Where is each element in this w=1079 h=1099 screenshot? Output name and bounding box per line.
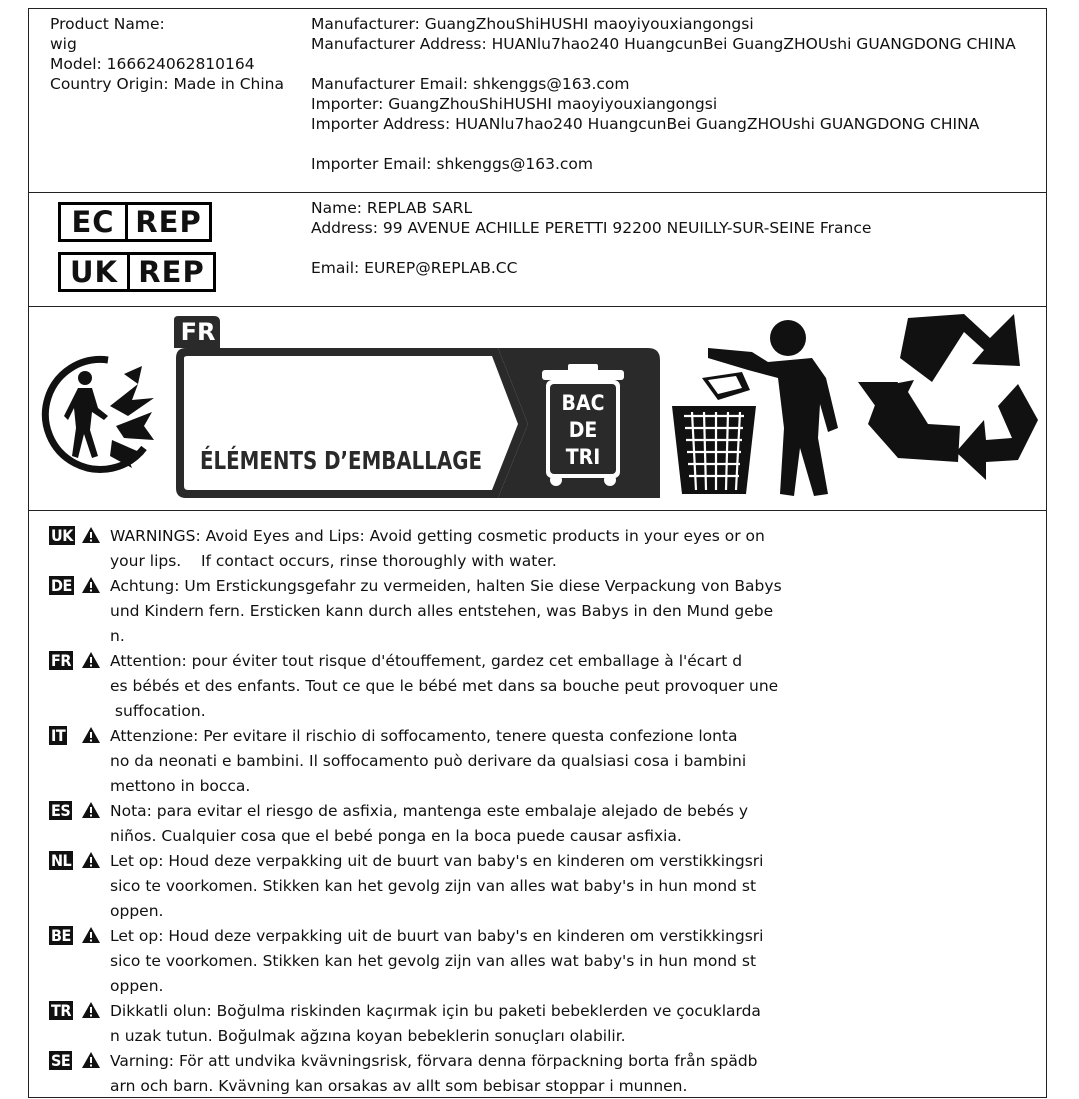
- ec-rep-mark: [58, 202, 212, 242]
- language-code-badge: BE: [51, 926, 71, 945]
- triman-icon: [45, 359, 154, 469]
- importer-address: Importer Address: HUANlu7hao240 HuangcunBei GuangZHOUshi GUANGDONG CHINA: [311, 115, 980, 133]
- warning-text-line: sico te voorkomen. Stikken kan het gevolg zijn van alles wat baby's in hun mond st: [110, 877, 757, 895]
- bin-label-line: BAC: [561, 391, 605, 415]
- divider: [28, 306, 1047, 307]
- warning-text-line: Let op: Houd deze verpakking uit de buurt van baby's en kinderen om verstikkingsri: [110, 852, 764, 870]
- warning-text-line: no da neonati e bambini. Il soffocamento può derivare da qualsiasi cosa i bambini: [110, 752, 747, 770]
- triman-fr-tag: FR: [180, 318, 216, 346]
- language-code-badge: IT: [51, 726, 66, 745]
- warning-triangle-icon: [81, 1001, 101, 1019]
- warning-text-line: sico te voorkomen. Stikken kan het gevolg zijn van alles wat baby's in hun mond st: [110, 952, 757, 970]
- product-origin: Country Origin: Made in China: [50, 75, 285, 93]
- warning-text-line: Nota: para evitar el riesgo de asfixia, mantenga este embalaje alejado de bebés y: [110, 802, 749, 820]
- warning-text-line: WARNINGS: Avoid Eyes and Lips: Avoid getting cosmetic products in your eyes or on: [110, 527, 765, 545]
- language-code-badge: NL: [51, 851, 72, 870]
- warning-text-line: Attention: pour éviter tout risque d'étouffement, gardez cet emballage à l'écart d: [110, 652, 743, 670]
- warning-text-line: und Kindern fern. Ersticken kann durch alles entstehen, was Babys in den Mund gebe: [110, 602, 774, 620]
- warning-triangle-icon: [81, 801, 101, 819]
- manufacturer-name: Manufacturer: GuangZhouShiHUSHI maoyiyouxiangongsi: [311, 15, 754, 33]
- divider: [28, 510, 1047, 511]
- warning-text-line: Attenzione: Per evitare il rischio di soffocamento, tenere questa confezione lonta: [110, 727, 738, 745]
- ec-rep-mark-left: EC: [61, 205, 128, 239]
- recycling-banner: [28, 308, 1047, 510]
- rep-name: Name: REPLAB SARL: [311, 199, 473, 217]
- language-code-badge: ES: [51, 801, 71, 820]
- warning-text-line: Varning: För att undvika kvävningsrisk, förvara denna förpackning borta från spädb: [110, 1052, 758, 1070]
- bin-label: [550, 390, 616, 471]
- warning-text-line: Achtung: Um Erstickungsgefahr zu vermeiden, halten Sie diese Verpackung von Babys: [110, 577, 782, 595]
- language-code-badge: SE: [51, 1051, 71, 1070]
- triman-text: [200, 376, 489, 510]
- manufacturer-email: Manufacturer Email: shkenggs@163.com: [311, 75, 630, 93]
- divider: [28, 192, 1047, 193]
- warning-text-line: mettono in bocca.: [110, 777, 251, 795]
- warning-text-line: arn och barn. Kvävning kan orsakas av allt som bebisar stoppar i munnen.: [110, 1077, 688, 1095]
- rep-address: Address: 99 AVENUE ACHILLE PERETTI 92200 NEUILLY-SUR-SEINE France: [311, 219, 872, 237]
- ec-rep-mark-right: REP: [135, 205, 202, 239]
- uk-rep-mark-left: UK: [61, 255, 130, 289]
- warning-triangle-icon: [81, 651, 101, 669]
- product-model: Model: 166624062810164: [50, 55, 255, 73]
- importer-email: Importer Email: shkenggs@163.com: [311, 155, 593, 173]
- warning-text-line: es bébés et des enfants. Tout ce que le bébé met dans sa bouche peut provoquer une: [110, 677, 779, 695]
- product-name-label: Product Name:: [50, 15, 165, 33]
- warning-triangle-icon: [81, 726, 101, 744]
- warning-triangle-icon: [81, 526, 101, 544]
- recycle-icon: [858, 314, 1038, 480]
- language-code-badge: UK: [51, 526, 73, 545]
- bin-label-line: DE: [568, 418, 598, 442]
- tidyman-icon: [672, 320, 838, 496]
- warning-triangle-icon: [81, 576, 101, 594]
- warning-triangle-icon: [81, 1051, 101, 1069]
- warning-triangle-icon: [81, 926, 101, 944]
- product-name-value: wig: [50, 35, 77, 53]
- triman-line: ÉLÉMENTS D’EMBALLAGE: [200, 446, 482, 475]
- warning-text-line: oppen.: [110, 902, 164, 920]
- language-code-badge: TR: [51, 1001, 71, 1020]
- manufacturer-address: Manufacturer Address: HUANlu7hao240 HuangcunBei GuangZHOUshi GUANGDONG CHINA: [311, 35, 1016, 53]
- rep-email: Email: EUREP@REPLAB.CC: [311, 259, 518, 277]
- warning-text-line: your lips. If contact occurs, rinse thoroughly with water.: [110, 552, 557, 570]
- uk-rep-mark-right: REP: [138, 255, 205, 289]
- bin-label-line: TRI: [565, 445, 601, 469]
- uk-rep-mark: [58, 252, 216, 292]
- language-code-badge: FR: [51, 651, 71, 670]
- importer-name: Importer: GuangZhouShiHUSHI maoyiyouxiangongsi: [311, 95, 718, 113]
- warning-text-line: n.: [110, 627, 125, 645]
- warning-text-line: Let op: Houd deze verpakking uit de buurt van baby's en kinderen om verstikkingsri: [110, 927, 764, 945]
- warning-text-line: niños. Cualquier cosa que el bebé ponga en la boca puede causar asfixia.: [110, 827, 682, 845]
- language-code-badge: DE: [51, 576, 72, 595]
- warning-text-line: suffocation.: [110, 702, 206, 720]
- warning-text-line: n uzak tutun. Boğulmak ağzına koyan bebeklerin sonuçları olabilir.: [110, 1027, 626, 1045]
- warning-triangle-icon: [81, 851, 101, 869]
- warning-text-line: Dikkatli olun: Boğulma riskinden kaçırmak için bu paketi bebeklerden ve çocuklarda: [110, 1002, 761, 1020]
- warning-text-line: oppen.: [110, 977, 164, 995]
